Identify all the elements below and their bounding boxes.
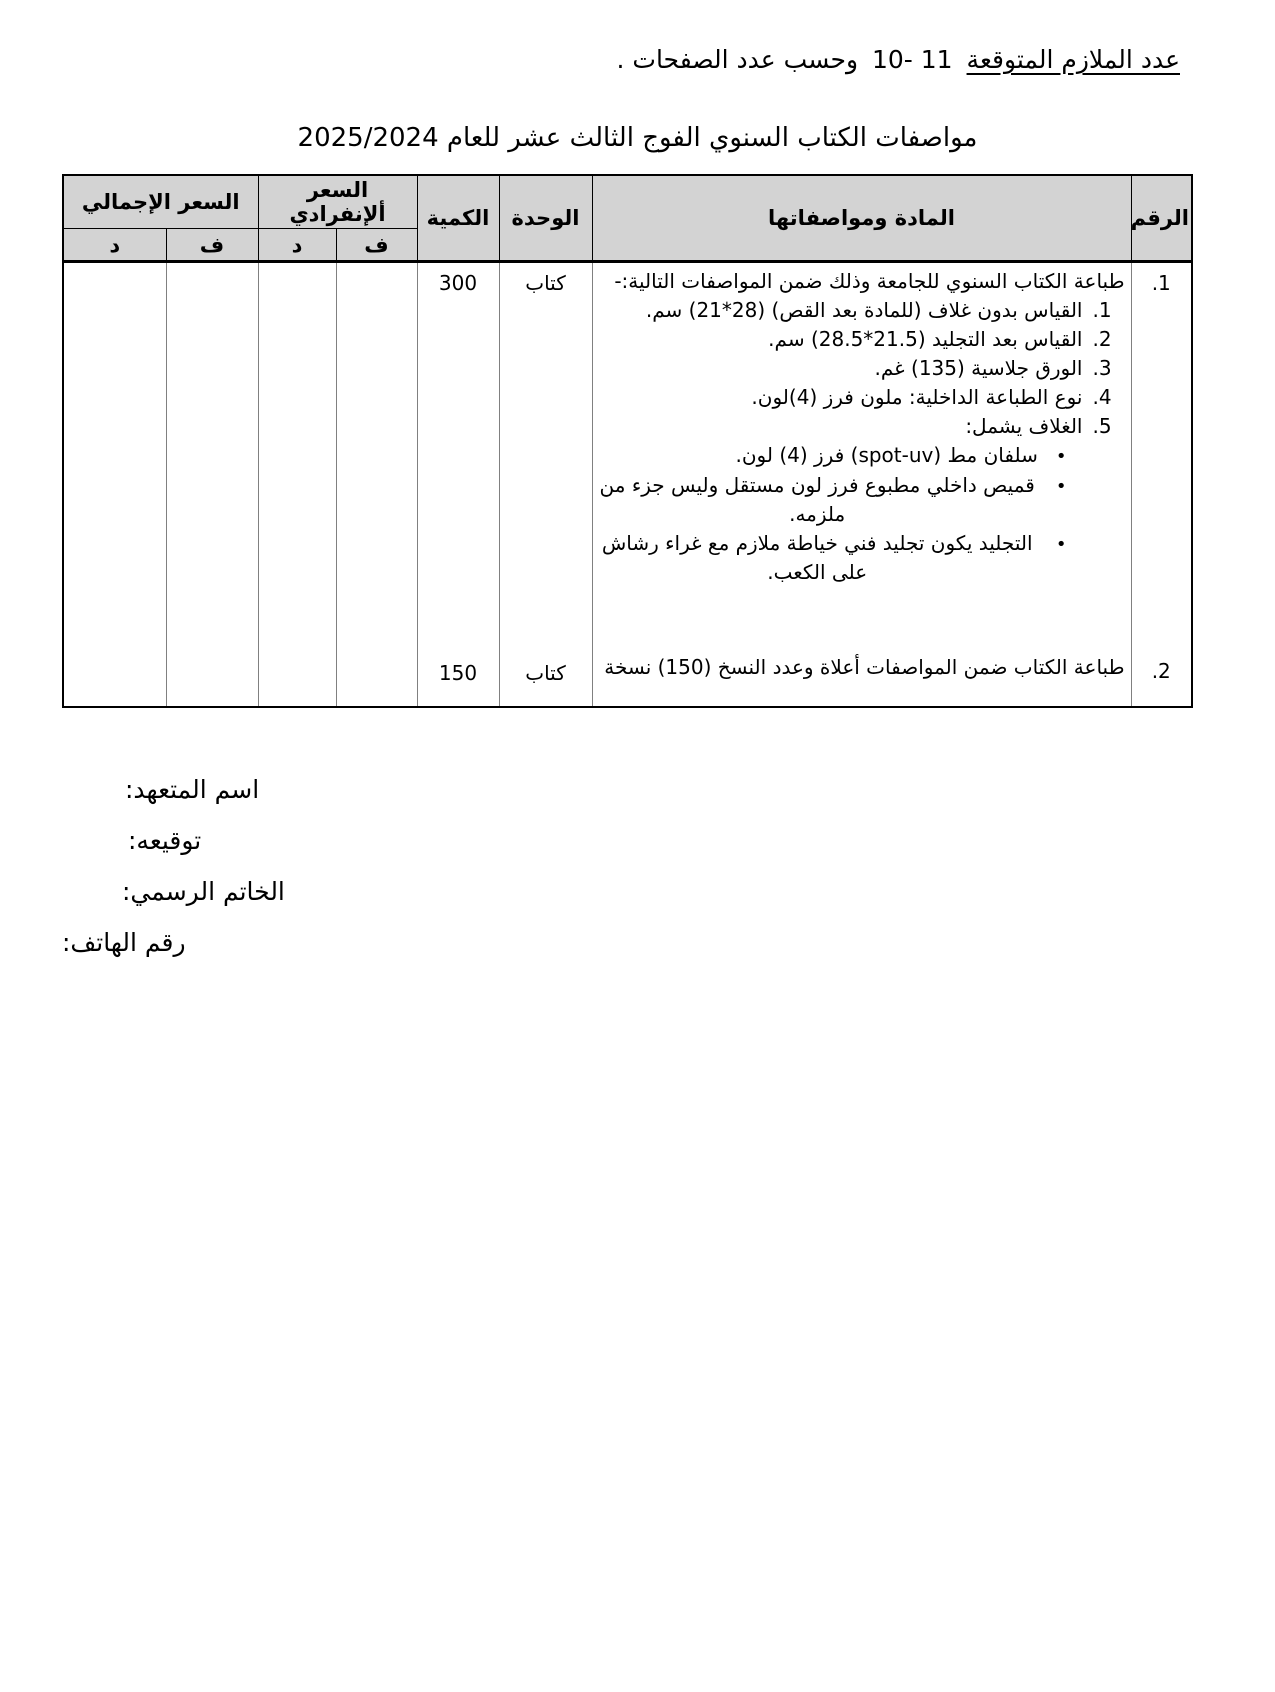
booklets-range-value: 10- 11 — [872, 45, 953, 74]
bullet-item-text: سلفان مط ⁦(spot-uv)⁩ فرز (4) لون. — [735, 443, 1038, 467]
row-total-price-fils-cell — [166, 262, 258, 707]
page-title: مواصفات الكتاب السنوي الفوج الثالث عشر للعام 2025/2024 — [297, 123, 978, 153]
bullet-item — [597, 441, 1125, 471]
row2-material-cell — [592, 622, 1131, 707]
vendor-name-label: اسم المتعهد: — [125, 774, 260, 804]
row1-cover-bullet-list — [597, 441, 1125, 587]
vendor-name-label-line — [0, 774, 1275, 806]
list-item-text: نوع الطباعة الداخلية: ملون فرز (4)لون. — [751, 385, 1083, 409]
col-header-quantity: الكمية — [417, 175, 499, 262]
document-page — [0, 42, 1275, 1692]
bullet-item — [597, 529, 1125, 587]
table-header — [63, 175, 1192, 262]
row2-material-text: طباعة الكتاب ضمن المواصفات أعلاة وعدد النسخ (150) نسخة — [604, 655, 1125, 679]
row1-quantity-cell: 300 — [417, 262, 499, 622]
row-unit-price-dinar-cell — [258, 262, 336, 707]
list-item-text: الغلاف يشمل: — [965, 414, 1083, 438]
list-item-text: القياس بدون غلاف (للمادة بعد القص) ⁦(21*28)⁩ سم. — [645, 298, 1083, 322]
expected-booklets-label: عدد الملازم المتوقعة — [966, 45, 1180, 74]
list-item-number: .5 — [1092, 414, 1112, 438]
list-item-text: الورق جلاسية (135) غم. — [874, 356, 1083, 380]
list-item-text: القياس بعد التجليد ⁦(28.5*21.5)⁩ سم. — [768, 327, 1083, 351]
row-unit-price-fils-cell — [336, 262, 417, 707]
row2-quantity-cell: 150 — [417, 622, 499, 707]
list-item-number: .2 — [1092, 327, 1112, 351]
row2-unit-cell: كتاب — [499, 622, 592, 707]
table-row — [63, 262, 1192, 622]
col-header-unit-price: السعر ألإنفرادي — [258, 175, 417, 229]
row1-material-cell — [592, 262, 1131, 622]
list-item — [597, 412, 1125, 441]
col-header-total-price-dinar: د — [63, 229, 166, 262]
list-item — [597, 383, 1125, 412]
row2-number-cell: .2 — [1131, 622, 1192, 707]
pages-note: وحسب عدد الصفحات . — [616, 45, 859, 74]
official-stamp-label: الخاتم الرسمي: — [122, 876, 285, 906]
signature-block — [0, 774, 1275, 959]
specifications-table — [62, 174, 1193, 708]
row-total-price-dinar-cell — [63, 262, 166, 707]
col-header-unit: الوحدة — [499, 175, 592, 262]
phone-number-label: رقم الهاتف: — [62, 927, 186, 957]
list-item-number: .1 — [1092, 298, 1112, 322]
row1-material-intro: طباعة الكتاب السنوي للجامعة وذلك ضمن المواصفات التالية:- — [614, 269, 1125, 293]
list-item — [597, 296, 1125, 325]
row1-spec-list — [597, 296, 1125, 441]
row1-number-cell: .1 — [1131, 262, 1192, 622]
col-header-number: الرقم — [1131, 175, 1192, 262]
bullet-icon: • — [1055, 446, 1067, 467]
bullet-item-text: قميص داخلي مطبوع فرز لون مستقل وليس جزء من ملزمه. — [599, 473, 1035, 526]
col-header-material: المادة ومواصفاتها — [592, 175, 1131, 262]
col-header-total-price-fils: ف — [166, 229, 258, 262]
official-stamp-label-line — [0, 876, 1275, 908]
list-item-number: .4 — [1092, 385, 1112, 409]
col-header-total-price: السعر الإجمالي — [63, 175, 258, 229]
bullet-item — [597, 471, 1125, 529]
bullet-item-text: التجليد يكون تجليد فني خياطة ملازم مع غراء رشاش على الكعب. — [601, 531, 1033, 584]
signature-label: توقيعه: — [128, 825, 202, 855]
list-item-number: .3 — [1092, 356, 1112, 380]
bullet-icon: • — [1055, 476, 1067, 497]
col-header-unit-price-fils: ف — [336, 229, 417, 262]
list-item — [597, 354, 1125, 383]
signature-label-line — [0, 825, 1275, 857]
bullet-icon: • — [1055, 534, 1067, 555]
row1-unit-cell: كتاب — [499, 262, 592, 622]
list-item — [597, 325, 1125, 354]
phone-number-label-line — [0, 927, 1275, 959]
expected-booklets-line — [95, 42, 1180, 78]
col-header-unit-price-dinar: د — [258, 229, 336, 262]
